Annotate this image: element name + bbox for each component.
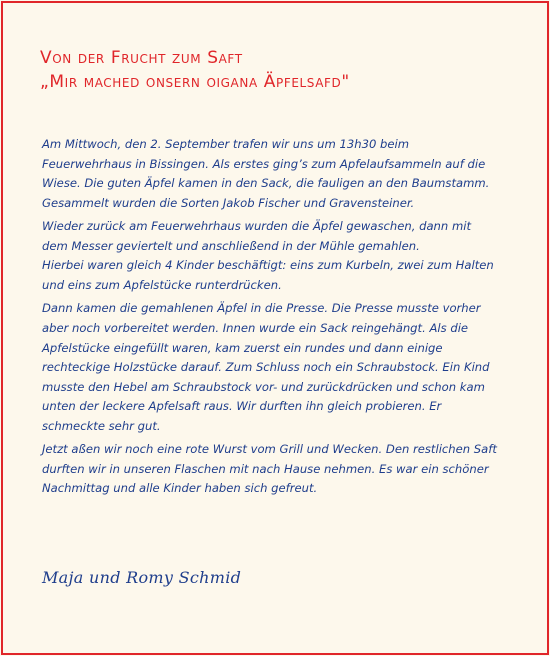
heading-line-2: „Mir mached onsern oigana Äpfelsafd" (40, 72, 350, 92)
article-body (42, 135, 512, 503)
paragraph-3-line: Apfelstücke eingefüllt waren, kam zuerst ein rundes und dann einige (42, 340, 443, 355)
paragraph-2 (42, 217, 512, 295)
paragraph-3 (42, 299, 512, 436)
paragraph-4-line: Nachmittag und alle Kinder haben sich gefreut. (42, 481, 318, 496)
article-heading (40, 46, 350, 94)
paragraph-4 (42, 440, 512, 499)
paragraph-3-line: musste den Hebel am Schraubstock vor- und zurückdrücken und schon kam (42, 379, 485, 394)
author-signature: Maja und Romy Schmid (42, 568, 242, 587)
paragraph-3-line: rechteckige Holzstücke darauf. Zum Schluss noch ein Schraubstock. Ein Kind (42, 360, 490, 375)
paragraph-3-line: Dann kamen die gemahlenen Äpfel in die Presse. Die Presse musste vorher (42, 301, 481, 316)
paragraph-4-line: Jetzt aßen wir noch eine rote Wurst vom Grill und Wecken. Den restlichen Saft (42, 442, 497, 457)
paragraph-1-line: Am Mittwoch, den 2. September trafen wir uns um 13h30 beim (42, 137, 410, 151)
heading-line-1: Von der Frucht zum Saft (40, 48, 243, 68)
paragraph-1-line: Gesammelt wurden die Sorten Jakob Fischer und Gravensteiner. (42, 195, 415, 210)
paragraph-2-line: und eins zum Apfelstücke runterdrücken. (42, 277, 282, 292)
paragraph-3-line: unten der leckere Apfelsaft raus. Wir durften ihn gleich probieren. Er (42, 399, 442, 414)
paragraph-2-line: Wieder zurück am Feuerwehrhaus wurden die Äpfel gewaschen, dann mit (42, 219, 472, 234)
paragraph-3-line: aber noch vorbereitet werden. Innen wurde ein Sack reingehängt. Als die (42, 320, 469, 335)
paragraph-2-line: Hierbei waren gleich 4 Kinder beschäftigt: eins zum Kurbeln, zwei zum Halten (42, 258, 494, 273)
paragraph-1 (42, 135, 512, 213)
paragraph-1-line: Feuerwehrhaus in Bissingen. Als erstes ging’s zum Apfelaufsammeln auf die (42, 156, 486, 171)
paragraph-2-line: dem Messer geviertelt und anschließend in der Mühle gemahlen. (42, 238, 420, 253)
paragraph-3-line: schmeckte sehr gut. (42, 418, 161, 433)
paragraph-4-line: durften wir in unseren Flaschen mit nach Hause nehmen. Es war ein schöner (42, 461, 489, 476)
paragraph-1-line: Wiese. Die guten Äpfel kamen in den Sack, die fauligen an den Baumstamm. (42, 176, 490, 191)
